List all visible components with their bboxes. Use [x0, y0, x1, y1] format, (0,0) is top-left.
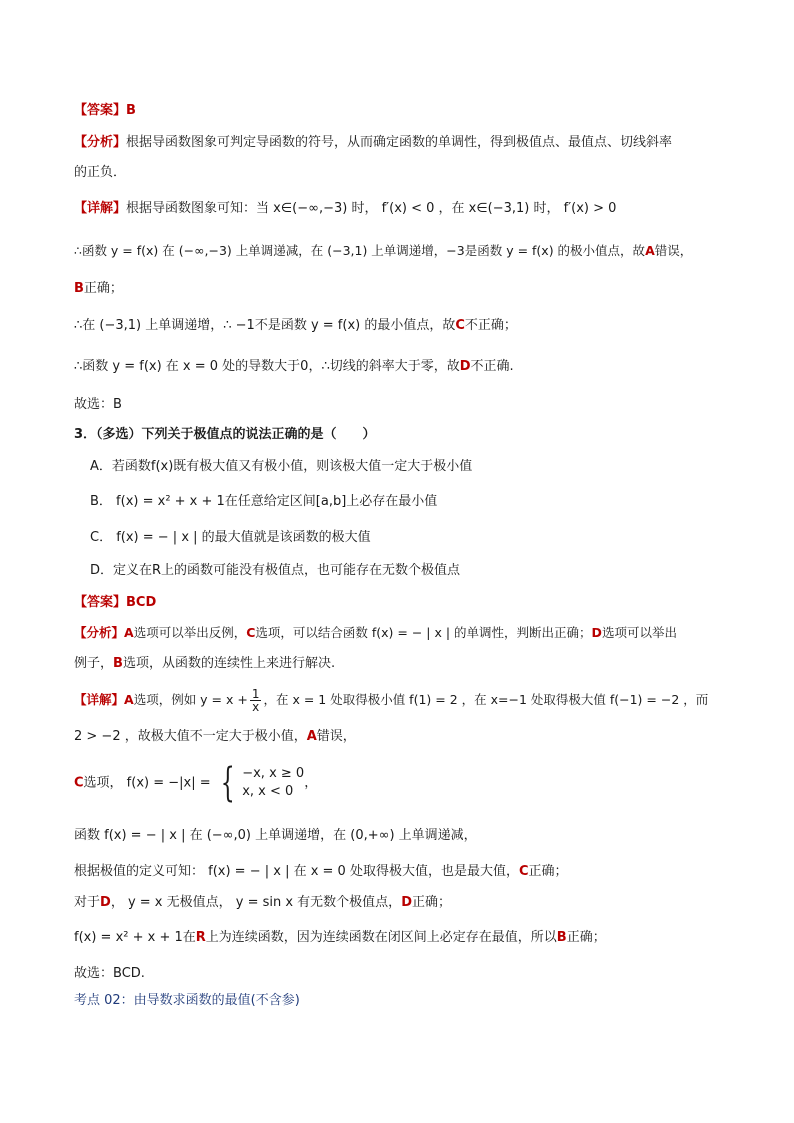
option-text: B． f(x) = x² + x + 1在任意给定区间[a,b]上必存在最小值: [90, 494, 438, 509]
analysis-text: 根据导函数图象可判定导函数的符号，从而确定函数的单调性，得到极值点、最值点、切线斜率: [126, 135, 673, 150]
detail-text: 正确；: [411, 895, 451, 910]
detail-text: 不正确；: [464, 318, 517, 333]
fraction-numerator: 1: [251, 687, 260, 701]
piecewise-function: [215, 760, 305, 806]
detail-text: f(x) = x² + x + 1在: [74, 930, 196, 945]
detail-text: 错误，: [654, 243, 693, 258]
detail-line-8: [74, 760, 318, 806]
fraction-1-over-x: [250, 688, 262, 713]
analysis-line-4: [74, 654, 335, 674]
detail-text: 不正确.: [470, 359, 514, 374]
detail-text: 根据极值的定义可知： f(x) = − | x | 在 x = 0 处取得极大值，也是最大值，: [74, 864, 519, 879]
section-heading: [74, 991, 300, 1011]
analysis-line-2: [74, 163, 126, 183]
detail-text: 2 > −2 ，故极大值不一定大于极小值，: [74, 729, 307, 744]
detail-text: 上为连续函数，因为连续函数在闭区间上必定存在最值，所以: [205, 930, 557, 945]
detail-tag: 【详解】: [74, 201, 127, 216]
detail-line-1: [74, 199, 616, 219]
detail-line-9: [74, 826, 477, 846]
detail-line-4: [74, 316, 517, 336]
detail-tag: 【详解】: [74, 692, 125, 707]
answer-line-2: [74, 593, 156, 613]
option-ref: A: [645, 243, 655, 258]
analysis-text-cont: 的正负．: [74, 165, 127, 180]
option-ref: B: [556, 930, 567, 945]
option-ref: A: [306, 729, 317, 744]
detail-text: ，: [304, 775, 318, 791]
option-text: A．若函数f(x)既有极大值又有极小值，则该极大值一定大于极小值: [90, 459, 473, 474]
detail-line-11: [74, 893, 451, 913]
detail-text: 正确；: [83, 281, 123, 296]
detail-line-2: [74, 241, 692, 261]
detail-line-12: [74, 928, 606, 948]
option-b: [90, 492, 437, 512]
detail-text: 错误，: [316, 729, 356, 744]
option-ref: B: [74, 281, 84, 296]
detail-text: 选项，例如 y = x +: [133, 692, 248, 707]
fraction-denominator: x: [252, 700, 260, 714]
analysis-line-3: [74, 623, 677, 643]
option-c: [90, 528, 371, 548]
analysis-text: 例子，: [74, 656, 114, 671]
detail-text: ，在 x = 1 处取得极小值 f(1) = 2 ，在 x=−1 处取得极大值 f(−1) = −2 ，而: [263, 692, 709, 707]
answer-tag: 【答案】: [74, 103, 127, 118]
option-a: [90, 457, 472, 477]
detail-text: 正确；: [528, 864, 568, 879]
detail-text: ∴在 (−3,1) 上单调递增，∴ −1不是函数 y = f(x) 的最小值点，故: [74, 318, 456, 333]
detail-text: 正确；: [566, 930, 606, 945]
detail-line-7: [74, 727, 356, 747]
answer-line-1: [74, 101, 136, 121]
analysis-text: 选项可以举出: [601, 625, 677, 640]
answer-value: B: [126, 103, 136, 118]
option-ref: D: [459, 359, 471, 374]
section-label: 考点 02：由导数求函数的最值(不含参): [74, 993, 300, 1008]
detail-line-10: [74, 862, 568, 882]
answer-tag: 【答案】: [74, 595, 127, 610]
option-ref: D: [401, 895, 412, 910]
brace-glyph: {: [220, 760, 235, 806]
analysis-text: 选项，可以结合函数 f(x) = − | x | 的单调性，判断出正确；: [255, 625, 592, 640]
detail-line-6: [74, 688, 708, 713]
analysis-text: 选项，从函数的连续性上来进行解决.: [122, 656, 336, 671]
detail-text: 对于: [74, 895, 101, 910]
detail-text: ， y = x 无极值点， y = sin x 有无数个极值点，: [110, 895, 402, 910]
detail-text: 函数 f(x) = − | x | 在 (−∞,0) 上单调递增，在 (0,+∞) 上单调递减，: [74, 828, 477, 843]
option-text: D．定义在R上的函数可能没有极值点，也可能存在无数个极值点: [90, 563, 461, 578]
conclusion-text: 故选：BCD.: [74, 966, 145, 981]
option-ref: C: [246, 625, 256, 640]
answer-value: BCD: [126, 595, 157, 610]
conclusion-line-2: [74, 964, 145, 984]
option-ref: A: [124, 625, 134, 640]
option-ref: B: [113, 656, 123, 671]
case-line-1: −x, x ≥ 0: [242, 766, 305, 781]
option-d: [90, 561, 460, 581]
detail-text: ∴函数 y = f(x) 在 x = 0 处的导数大于0，∴切线的斜率大于零，故: [74, 359, 460, 374]
conclusion-line-1: [74, 395, 122, 415]
option-ref: D: [100, 895, 111, 910]
analysis-text: 选项可以举出反例，: [133, 625, 247, 640]
option-ref: C: [518, 864, 529, 879]
detail-text: 选项， f(x) = −|x| =: [83, 775, 211, 791]
detail-line-3: [74, 279, 123, 299]
analysis-tag: 【分析】: [74, 135, 127, 150]
option-text: C． f(x) = − | x | 的最大值就是该函数的极大值: [90, 530, 371, 545]
detail-text: 根据导函数图象可知：当 x∈(−∞,−3) 时， f′(x) < 0 ，在 x∈(−3,1) 时， f′(x) > 0: [126, 201, 617, 216]
option-ref: C: [455, 318, 465, 333]
analysis-line-1: [74, 133, 672, 153]
question-3-title: [74, 425, 376, 445]
detail-text: ∴函数 y = f(x) 在 (−∞,−3) 上单调递减，在 (−3,1) 上单调递增，−3是函数 y = f(x) 的极小值点，故: [74, 243, 646, 258]
case-line-2: x, x < 0: [242, 784, 294, 799]
question-text: 3．（多选）下列关于极值点的说法正确的是（ ）: [74, 427, 376, 442]
analysis-tag: 【分析】: [74, 625, 125, 640]
detail-line-5: [74, 357, 514, 377]
option-ref: D: [591, 625, 602, 640]
option-ref: A: [124, 692, 134, 707]
conclusion-text: 故选：B: [74, 397, 122, 412]
option-ref: R: [195, 930, 206, 945]
option-ref: C: [74, 775, 84, 791]
